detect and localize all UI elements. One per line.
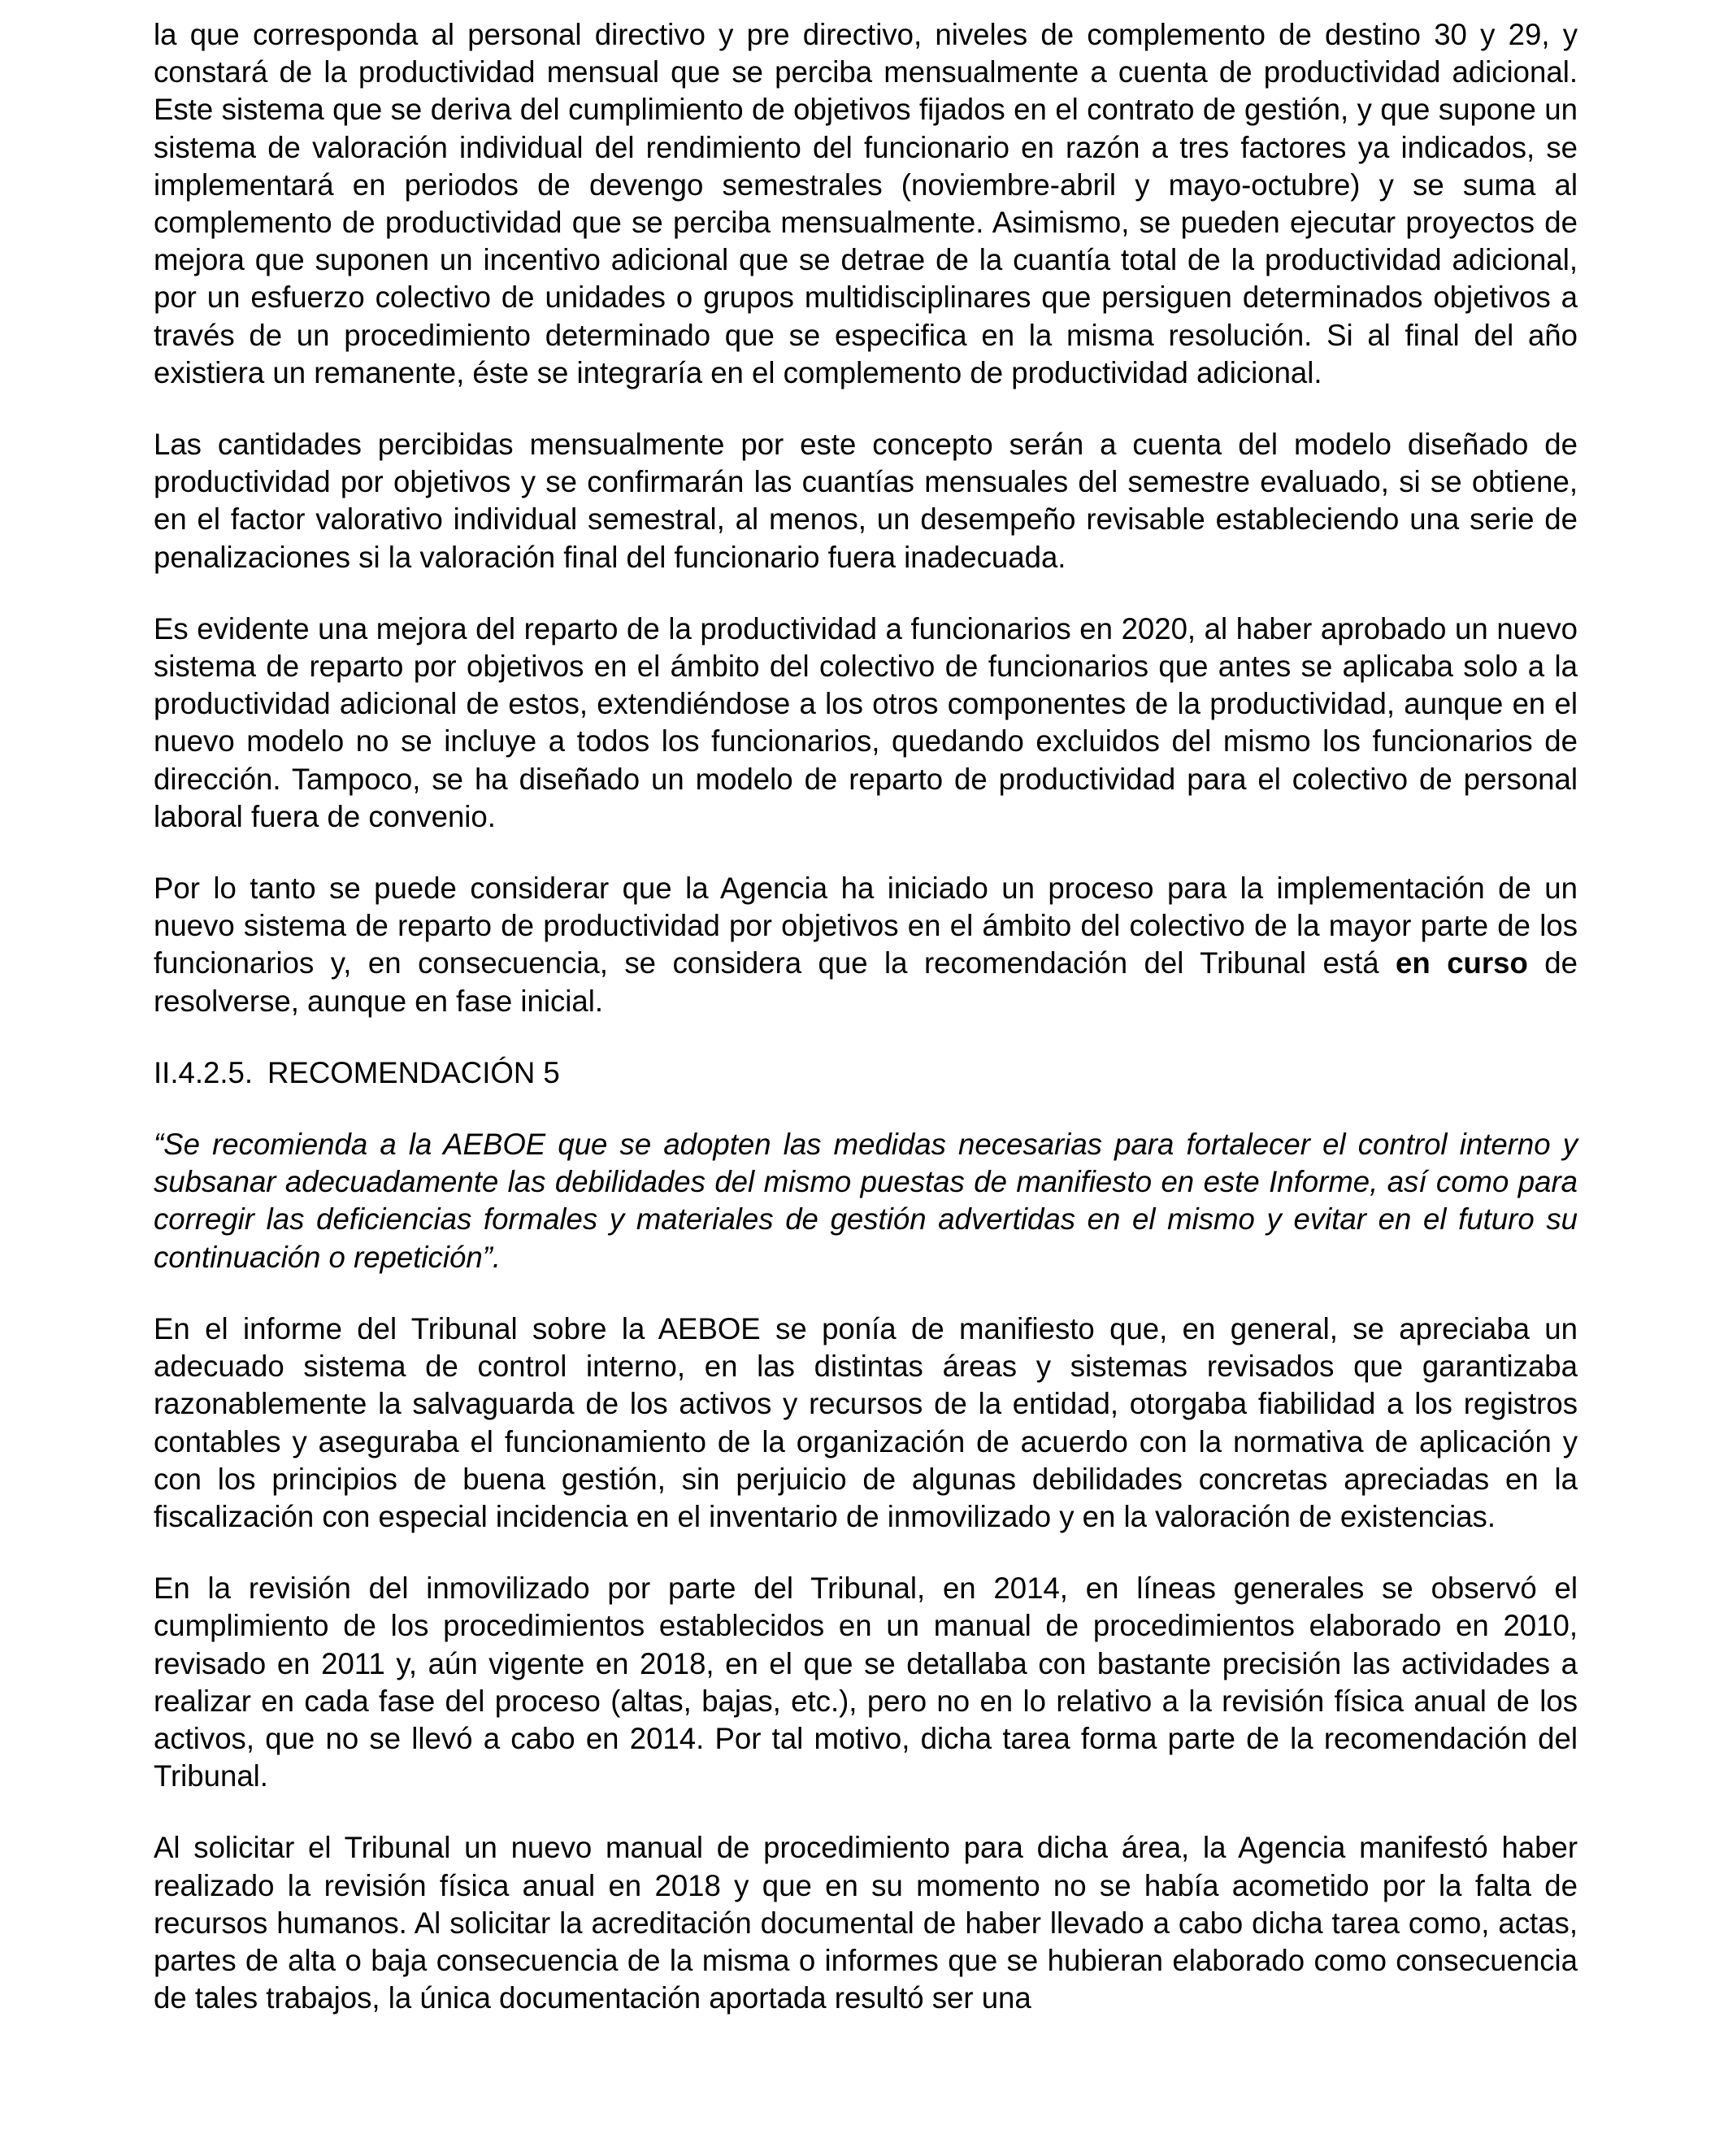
section-title: RECOMENDACIÓN 5 — [267, 1055, 560, 1089]
status-en-curso: en curso — [1396, 946, 1528, 980]
document-page — [154, 16, 1578, 2017]
paragraph-conclusion-text-start: Por lo tanto se puede considerar que la Agencia ha iniciado un proceso para la implementación de un nuevo sistema de reparto de productividad por objetivos en el ámbito del colectivo de la mayor parte de los funcionarios y, en consecuencia, se considera que la recomendación del Tribunal está — [154, 872, 1578, 980]
paragraph-revision-inmovilizado: En la revisión del inmovilizado por parte del Tribunal, en 2014, en líneas generales se observó el cumplimiento de los procedimientos establecidos en un manual de procedimientos elaborado en 2010, revisado en 2011 y, aún vigente en 2018, en el que se detallaba con bastante precisión las actividades a realizar en cada fase del proceso (altas, bajas, etc.), pero no en lo relativo a la revisión física anual de los activos, que no se llevó a cabo en 2014. Por tal motivo, dicha tarea forma parte de la recomendación del Tribunal. — [154, 1571, 1578, 1793]
section-number: II.4.2.5. — [154, 1055, 254, 1089]
section-heading — [154, 1054, 1578, 1092]
paragraph-control-interno: En el informe del Tribunal sobre la AEBOE se ponía de manifiesto que, en general, se apreciaba un adecuado sistema de control interno, en las distintas áreas y sistemas revisados que garantizaba razonablemente la salvaguarda de los activos y recursos de la entidad, otorgaba fiabilidad a los registros contables y aseguraba el funcionamiento de la organización de acuerdo con la normativa de aplicación y con los principios de buena gestión, sin perjuicio de algunas debilidades concretas apreciadas en la fiscalización con especial incidencia en el inventario de inmovilizado y en la valoración de existencias. — [154, 1311, 1578, 1533]
paragraph-productividad-adicional: la que corresponda al personal directivo y pre directivo, niveles de complemento de destino 30 y 29, y constará de la productividad mensual que se perciba mensualmente a cuenta de productividad adicional. Este sistema que se deriva del cumplimiento de objetivos fijados en el contrato de gestión, y que supone un sistema de valoración individual del rendimiento del funcionario en razón a tres factores ya indicados, se implementará en periodos de devengo semestrales (noviembre-abril y mayo-octubre) y se suma al complemento de productividad que se perciba mensualmente. Asimismo, se pueden ejecutar proyectos de mejora que suponen un incentivo adicional que se detrae de la cuantía total de la productividad adicional, por un esfuerzo colectivo de unidades o grupos multidisciplinares que persiguen determinados objetivos a través de un procedimiento determinado que se especifica en la misma resolución. Si al final del año existiera un remanente, éste se integraría en el complemento de productividad adicional. — [154, 18, 1578, 389]
paragraph-cantidades-percibidas: Las cantidades percibidas mensualmente por este concepto serán a cuenta del modelo diseñado de productividad por objetivos y se confirmarán las cuantías mensuales del semestre evaluado, si se obtiene, en el factor valorativo individual semestral, al menos, un desempeño revisable estableciendo una serie de penalizaciones si la valoración final del funcionario fuera inadecuada. — [154, 428, 1578, 574]
paragraph-conclusion-recomendacion — [154, 870, 1578, 1020]
recommendation-quote: “Se recomienda a la AEBOE que se adopten las medidas necesarias para fortalecer el control interno y subsanar adecuadamente las debilidades del mismo puestas de manifiesto en este Informe, así como para corregir las deficiencias formales y materiales de gestión advertidas en el mismo y evitar en el futuro su continuación o repetición”. — [154, 1128, 1578, 1274]
paragraph-mejora-reparto: Es evidente una mejora del reparto de la productividad a funcionarios en 2020, al haber aprobado un nuevo sistema de reparto por objetivos en el ámbito del colectivo de funcionarios que antes se aplicaba solo a la productividad adicional de estos, extendiéndose a los otros componentes de la productividad, aunque en el nuevo modelo no se incluye a todos los funcionarios, quedando excluidos del mismo los funcionarios de dirección. Tampoco, se ha diseñado un modelo de reparto de productividad para el colectivo de personal laboral fuera de convenio. — [154, 611, 1578, 833]
paragraph-manual-procedimiento: Al solicitar el Tribunal un nuevo manual de procedimiento para dicha área, la Agencia manifestó haber realizado la revisión física anual en 2018 y que en su momento no se había acometido por la falta de recursos humanos. Al solicitar la acreditación documental de haber llevado a cabo dicha tarea como, actas, partes de alta o baja consecuencia de la misma o informes que se hubieran elaborado como consecuencia de tales trabajos, la única documentación aportada resultó ser una — [154, 1831, 1578, 2015]
paragraph-conclusion-text-end: de resolverse, aunque en fase inicial. — [154, 946, 1578, 1018]
